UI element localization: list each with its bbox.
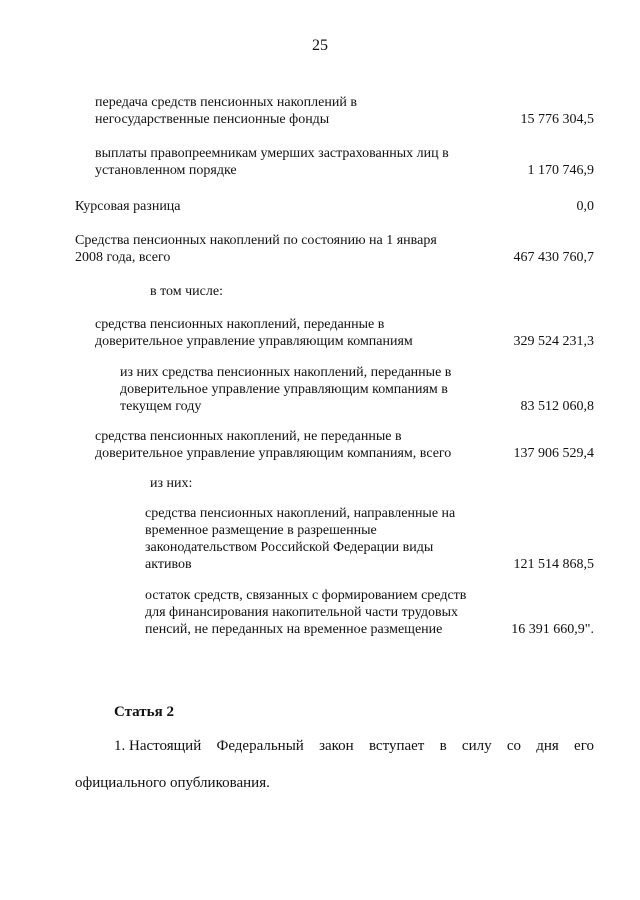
row-label: остаток средств, связанных с формированием средств для финансирования накопительной части трудовых пенсий, не переданных на временное размещение <box>145 588 467 637</box>
row-label: передача средств пенсионных накоплений в негосударственные пенсионные фонды <box>95 95 357 127</box>
row-amount: 0,0 <box>576 199 594 214</box>
table-row <box>0 316 640 350</box>
row-amount: 16 391 660,9". <box>511 622 594 637</box>
table-row <box>0 94 640 128</box>
table-row <box>0 198 640 215</box>
row-label: Средства пенсионных накоплений по состоянию на 1 января 2008 года, всего <box>75 233 437 265</box>
row-label: из них: <box>150 476 193 491</box>
row-label: в том числе: <box>150 284 223 299</box>
table-row <box>0 145 640 179</box>
row-amount: 1 170 746,9 <box>527 163 594 178</box>
row-label: средства пенсионных накоплений, направленные на временное размещение в разрешенные законодательством Российской Федерации виды активов <box>145 506 456 572</box>
row-amount: 467 430 760,7 <box>513 250 594 265</box>
page-number: 25 <box>312 37 328 54</box>
article-title: Статья 2 <box>114 704 174 720</box>
row-label: выплаты правопреемникам умерших застрахованных лиц в установленном порядке <box>95 146 449 178</box>
row-amount: 329 524 231,3 <box>513 334 594 349</box>
table-row <box>0 428 640 462</box>
row-label: Курсовая разница <box>75 199 181 214</box>
table-row <box>0 505 640 573</box>
row-amount: 15 776 304,5 <box>520 112 594 127</box>
row-amount: 83 512 060,8 <box>520 399 594 414</box>
article-paragraph-continuation: официального опубликования. <box>75 775 270 791</box>
table-row <box>0 364 640 415</box>
row-amount: 121 514 868,5 <box>513 557 594 572</box>
row-label: из них средства пенсионных накоплений, переданные в доверительное управление управляющим компаниям в текущем году <box>120 365 452 414</box>
table-row <box>0 475 640 492</box>
table-row <box>0 587 640 638</box>
table-row <box>0 232 640 266</box>
row-amount: 137 906 529,4 <box>513 446 594 461</box>
row-label: средства пенсионных накоплений, переданные в доверительное управление управляющим компаниям <box>95 317 413 349</box>
table-row <box>0 283 640 300</box>
article-paragraph: 1. Настоящий Федеральный закон вступает в силу со дня его <box>114 738 594 754</box>
row-label: средства пенсионных накоплений, не переданные в доверительное управление управляющим компаниям, всего <box>95 429 452 461</box>
